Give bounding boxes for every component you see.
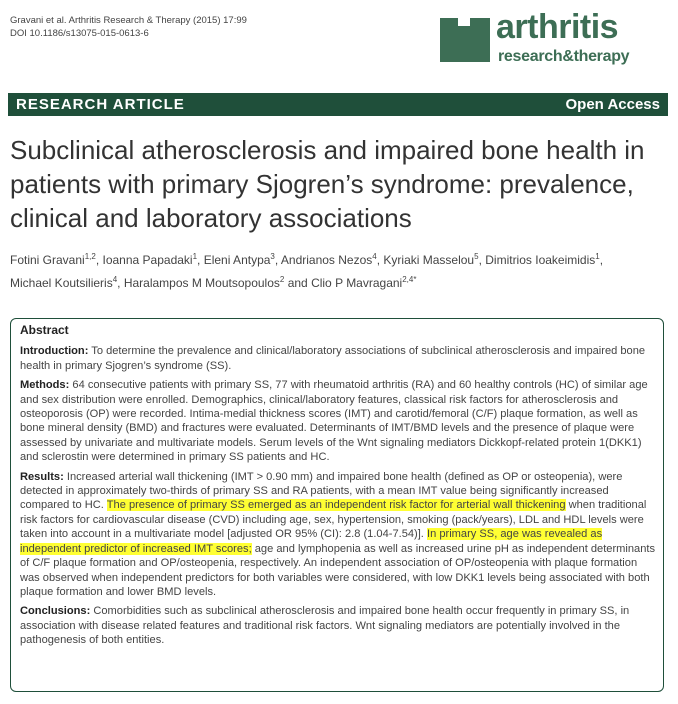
author[interactable]: Dimitrios Ioakeimidis$^1$ bbox=[485, 252, 600, 267]
author[interactable]: Ioanna Papadaki$^1$ bbox=[102, 252, 198, 267]
highlight-1: The presence of primary SS emerged as an independent risk factor for arterial wall thickening bbox=[106, 499, 566, 512]
author[interactable]: Eleni Antypa$^3$ bbox=[203, 252, 275, 267]
logo-sub-text: research&therapy bbox=[498, 48, 630, 65]
article-type-banner bbox=[8, 93, 668, 116]
abstract-heading: Abstract bbox=[20, 323, 69, 337]
citation-line-2: DOI 10.1186/s13075-015-0613-6 bbox=[10, 28, 149, 39]
author[interactable]: Haralampos M Moutsopoulos$^2$ bbox=[123, 275, 285, 290]
author[interactable]: Michael Koutsilieris$^4$ bbox=[10, 275, 118, 290]
logo-main-text: arthritis bbox=[496, 8, 619, 46]
abstract-results: Results: Increased arterial wall thickening (IMT > 0.90 mm) and impaired bone health (defined as OP or osteopenia), were detected in approximately two-thirds of primary SS and RA patients, with a mean IMT value being significantly increased compared to HC. The presence of primary SS emerged as an independent risk factor for arterial wall thickening when traditional risk factors for cardiovascular disease (CVD) including age, sex, hypertension, smoking (pack/years), LDL and HDL levels were taken into account in a multivariate model [adjusted OR 95% (CI): 2.8 (1.04-7.54)]. In primary SS, age was revealed as independent predictor of increased IMT scores; age and lymphopenia as well as increased urine pH as independent determinants of C/F plaque formation and OP/osteopenia, respectively. An independent association of OP/osteopenia with plaque formation was observed when independent predictors for both variables were considered, with low DKK1 levels being associated with both plaque formation and lower BMD levels. bbox=[20, 470, 656, 598]
author-list: Fotini Gravani$^{1,2}$, Ioanna Papadaki$^1$, Eleni Antypa$^3$, Andrianos Nezos$^4$, Kyriaki Masselou$^5$, Dimitrios Ioakeimidis$^1$, Michael Koutsilieris$^4$, Haralampos M Moutsopoulos$^2$ and Clio P Mavragani$^{2,4*}$ bbox=[10, 252, 604, 290]
citation-line-1: Gravani et al. Arthritis Research & Therapy (2015) 17:99 bbox=[10, 15, 247, 26]
author[interactable]: Andrianos Nezos$^4$ bbox=[280, 252, 377, 267]
abstract-methods: Methods: 64 consecutive patients with primary SS, 77 with rheumatoid arthritis (RA) and 60 healthy controls (HC) of similar age and sex distribution were enrolled. Demographics, clinical/laboratory features, classical risk factors for atherosclerosis and osteoporosis (OP) were recorded. Intima-medial thickness scores (IMT) and carotid/femoral (C/F) plaque formation, as well as bone mineral density (BMD) and fractures were evaluated. Determinants of IMT/BMD levels and the presence of plaque were assessed by univariate and multivariate models. Serum levels of the Wnt signaling mediators Dickkopf-related protein 1(DKK1) and sclerostin were determined in primary SS patients and HC. bbox=[20, 379, 648, 464]
journal-logo bbox=[440, 8, 668, 70]
abstract-introduction: Introduction: To determine the prevalence and clinical/laboratory associations of subclinical atherosclerosis and impaired bone health in primary Sjogren’s syndrome (SS). bbox=[20, 345, 646, 372]
logo-mark-icon bbox=[440, 18, 490, 62]
open-access-label: Open Access bbox=[565, 96, 660, 113]
author[interactable]: Clio P Mavragani$^{2,4*}$ bbox=[311, 275, 417, 290]
author[interactable]: Fotini Gravani$^{1,2}$ bbox=[10, 252, 96, 267]
article-title: Subclinical atherosclerosis and impaired bone health in patients with primary Sjogren’s syndrome: prevalence, clinical and laboratory associations bbox=[10, 135, 645, 233]
abstract-conclusions: Conclusions: Comorbidities such as subclinical atherosclerosis and impaired bone health occur frequently in primary SS, in association with disease related features and traditional risk factors. Wnt signaling mediators are potentially involved in the pathogenesis of both entities. bbox=[20, 605, 630, 647]
highlight-2: In primary SS, age was revealed as independent predictor of increased IMT scores; bbox=[20, 528, 603, 555]
article-type-label: RESEARCH ARTICLE bbox=[16, 96, 185, 113]
abstract-box bbox=[10, 318, 664, 692]
citation-header bbox=[10, 14, 247, 40]
author[interactable]: Kyriaki Masselou$^5$ bbox=[383, 252, 479, 267]
